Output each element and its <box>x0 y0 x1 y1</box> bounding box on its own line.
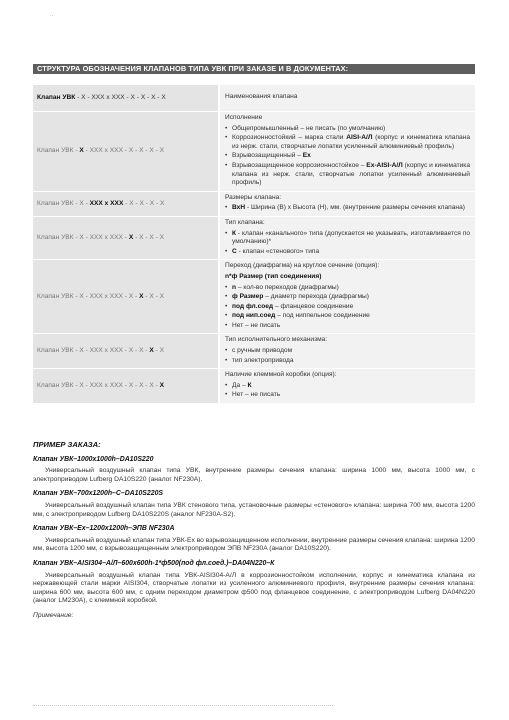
example-title: Клапан УВК–700х1200h–С–DA10S220S <box>33 490 163 498</box>
item-post: (корпус и кинематика клапана из нерж. стали, створчатые лопатки усиленный алюминиевый профиль) <box>232 161 470 187</box>
code-prefix: Клапан УВК <box>37 93 76 101</box>
list-item <box>225 303 470 312</box>
item-pre: Да – <box>232 381 248 389</box>
item-text: тип электропривода <box>232 356 294 364</box>
code-cell <box>33 216 219 259</box>
code-post: - Х - Х - Х <box>133 233 165 241</box>
corner-mark: .. <box>50 12 54 18</box>
list-item <box>225 248 470 257</box>
list-item <box>225 347 470 356</box>
item-post: - клапан «канального» типа (допускается не указывать, изготавливается по умолчанию)* <box>232 229 470 246</box>
item-pre: Коррозионностойкий – марка стали <box>232 134 347 142</box>
code-cell <box>33 260 219 334</box>
desc-cell <box>219 260 475 334</box>
item-pre: Взрывозащищенный – <box>232 152 303 160</box>
order-example <box>33 441 475 621</box>
designation-table <box>33 85 475 404</box>
table-row <box>33 260 475 334</box>
desc-cell <box>219 85 475 112</box>
code-rest: - Х - ХХХ х ХХХ - Х - Х - Х - Х <box>75 93 166 101</box>
code-cell <box>33 369 219 404</box>
item-bold: К <box>247 381 252 389</box>
code-pre: Клапан УВК - Х - ХХХ х ХХХ - Х - Х - Х - <box>37 381 160 389</box>
option-list <box>225 230 470 257</box>
row-title: Наличие клеммной коробки (опция): <box>225 371 337 379</box>
list-item <box>225 357 470 366</box>
code-post: - Х - Х <box>143 292 164 300</box>
code-highlight: Х <box>139 292 144 300</box>
list-item <box>225 125 470 134</box>
item-post: - клапан «стенового» типа <box>236 247 320 255</box>
row-title: Тип клапана: <box>225 218 265 226</box>
item-bold: AISI-А/Л <box>346 134 373 142</box>
note-label: Примечание: <box>33 611 74 619</box>
list-item <box>225 204 470 213</box>
item-bold: ф Размер <box>232 293 264 301</box>
code-highlight: Х <box>128 233 134 241</box>
code-pre: Клапан УВК - Х - <box>37 199 90 207</box>
desc-cell <box>219 369 475 404</box>
item-text: с ручным приводом <box>232 347 293 355</box>
item-bold: под фл.соед <box>232 302 274 310</box>
list-item <box>225 284 470 293</box>
item-pre: Взрывозащищенное коррозионностойкое – <box>232 161 367 169</box>
desc-cell <box>219 334 475 369</box>
table-row <box>33 216 475 259</box>
table-row <box>33 112 475 192</box>
row-title: Размеры клапана: <box>225 193 282 201</box>
code-highlight: Х <box>79 147 84 155</box>
option-list <box>225 125 470 188</box>
item-bold: ВхН <box>232 204 246 212</box>
item-post: (корпус и кинематика клапана из нерж. стали, створчатые лопатки усиленный алюминиевый профиль) <box>232 134 470 150</box>
item-post: - Ширина (В) х Высота (Н), мм. (внутренние размеры сечения клапана) <box>245 204 465 212</box>
code-cell <box>33 112 219 192</box>
code-post: - Х - Х - Х - Х <box>123 199 165 207</box>
row-subtitle: n*ф Размер (тип соединения) <box>225 272 322 280</box>
item-post: – диаметр перехода (диафрагмы) <box>263 293 369 301</box>
item-post: – фланцевое соединение <box>273 302 354 310</box>
list-item <box>225 391 470 400</box>
row-title: Тип исполнительного механизма: <box>225 336 328 344</box>
code-pre: Клапан УВК - Х - ХХХ х ХХХ - Х - <box>37 292 140 300</box>
code-pre: Клапан УВК - Х - ХХХ х ХХХ - Х - Х - <box>37 347 150 355</box>
option-list <box>225 204 470 213</box>
option-list <box>225 347 470 365</box>
code-cell <box>33 334 219 369</box>
example-body: Универсальный воздушный клапан типа УВК-Ex во взрывозащищенном исполнении, внутренние размеры сечения клапана: ширина 1200 мм, высота 1200 мм, с взрывозащищенным электроприводом ЭПВ NF230A (аналог DA10S220). <box>33 536 475 553</box>
item-bold: n <box>232 283 237 291</box>
list-item <box>225 152 470 161</box>
list-item <box>225 293 470 302</box>
code-highlight: Х <box>149 347 154 355</box>
row-title: Наименования клапана <box>225 92 298 100</box>
item-text: Нет – не писать <box>232 321 281 329</box>
item-text: Нет – не писать <box>232 391 281 399</box>
example-title: Клапан УВК–1000х1000h–DA10S220 <box>33 455 154 463</box>
example-body: Универсальный воздушный клапан типа УВК-AISI304-А/Л в коррозионностойком исполнении, корпус и кинематика клапана из нержавеющей стали марки AISI304, створчатые лопатки из усиленного алюминиевого профиля, внутренние размеры сечения клапана: ширина 600 мм, высота 600 мм, с одним переходом диаметром ф500 под фланцевое соединение, с электроприводом Lufberg DA04N220 (аналог LM230A), с клеммной коробкой. <box>33 571 475 605</box>
section-title: СТРУКТУРА ОБОЗНАЧЕНИЯ КЛАПАНОВ ТИПА УВК ПРИ ЗАКАЗЕ И В ДОКУМЕНТАХ: <box>33 64 475 74</box>
example-body: Универсальный воздушный клапан типа УВК, внутренние размеры сечения клапана: ширина 1000 мм, высота 1000 мм, с электроприводом Lufberg DA10S220 (аналог NF230A). <box>33 467 475 483</box>
list-item <box>225 312 470 321</box>
item-bold: Ex <box>302 152 311 160</box>
desc-cell <box>219 216 475 259</box>
table-row <box>33 334 475 369</box>
item-bold: под нип.соед <box>232 312 276 320</box>
item-bold: К <box>232 229 237 237</box>
item-text: Общепромышленный – не писать (по умолчанию) <box>232 124 386 132</box>
code-post: - Х <box>153 347 165 355</box>
option-list <box>225 382 470 400</box>
table-row <box>33 191 475 216</box>
example-header: ПРИМЕР ЗАКАЗА: <box>33 440 101 449</box>
table-row <box>33 369 475 404</box>
item-bold: Ex-AISI-А/Л <box>366 161 403 169</box>
list-item <box>225 322 470 331</box>
code-pre: Клапан УВК - Х - ХХХ х ХХХ - <box>37 233 129 241</box>
example-body: Универсальный воздушный клапан типа УВК стенового типа, установочные размеры «стенового» клапана: ширина 700 мм, высота 1200 мм, с электроприводом Lufberg DA10S220S (аналог NF230A-S2). <box>33 501 475 518</box>
list-item <box>225 162 470 188</box>
example-title: Клапан УВК–Ex–1200х1200h–ЭПВ NF230A <box>33 525 175 533</box>
code-pre: Клапан УВК - <box>37 147 80 155</box>
item-post: – под ниппельное соединение <box>275 312 370 320</box>
list-item <box>225 382 470 391</box>
table-row <box>33 85 475 112</box>
option-list <box>225 284 470 331</box>
item-post: – кол-во переходов (диафрагмы) <box>236 283 339 291</box>
example-title: Клапан УВК–AISI304–А/Л–600х600h-1*ф500(под фл.соед.)–DA04N220–К <box>33 559 275 567</box>
code-highlight: ХХХ х ХХХ <box>89 199 124 207</box>
cut-off-text-line <box>33 705 333 708</box>
desc-cell <box>219 112 475 192</box>
code-post: - ХХХ х ХХХ - Х - Х - Х - Х <box>83 147 165 155</box>
item-bold: С <box>232 247 237 255</box>
row-title: Исполнение <box>225 114 263 121</box>
code-highlight: Х <box>159 381 164 389</box>
list-item <box>225 230 470 247</box>
code-cell <box>33 85 219 112</box>
row-title: Переход (диафрагма) на круглое сечение (опция): <box>225 262 380 270</box>
desc-cell <box>219 191 475 216</box>
code-cell <box>33 191 219 216</box>
list-item <box>225 134 470 151</box>
